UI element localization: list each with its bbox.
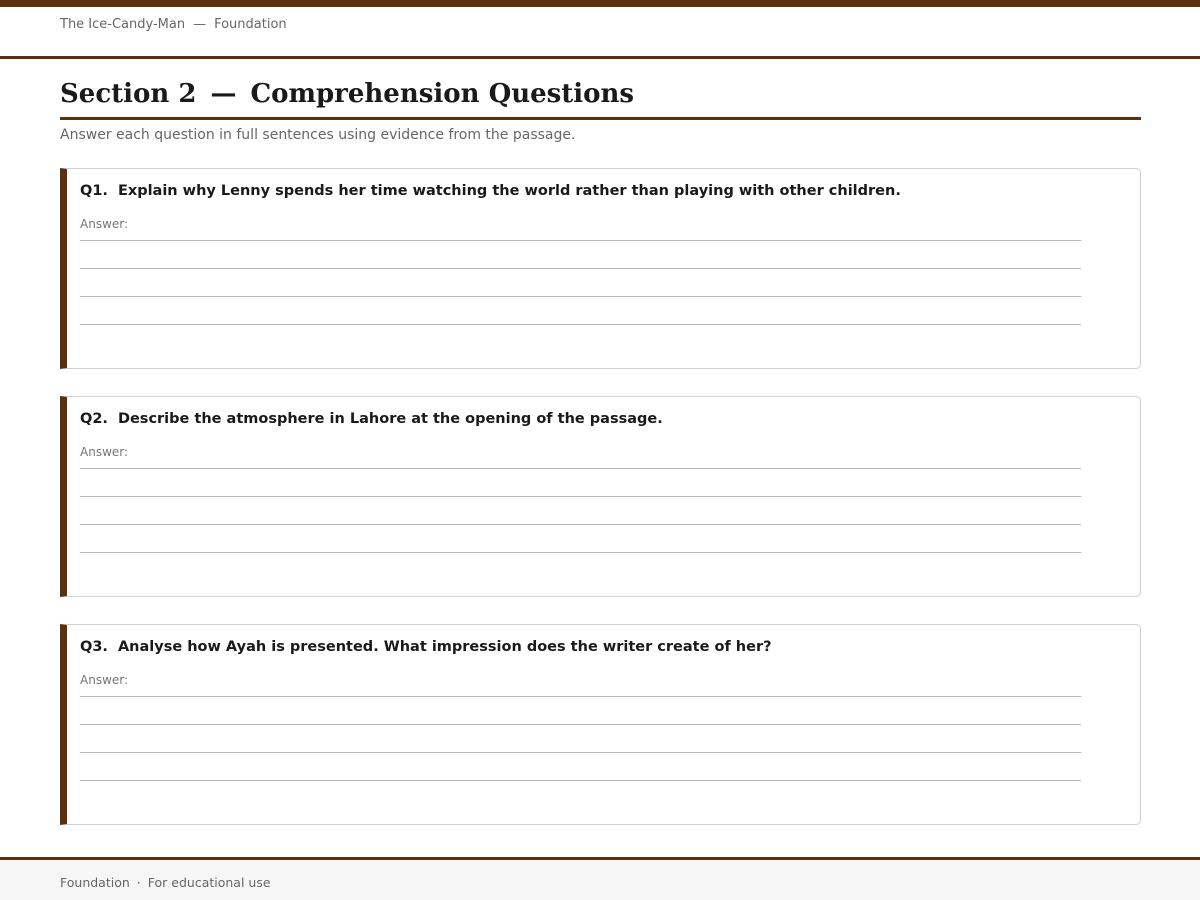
- section-title-text: Comprehension Questions: [250, 79, 635, 109]
- page-header: [0, 7, 1200, 59]
- footer-separator: ·: [136, 875, 141, 890]
- answer-line[interactable]: [80, 268, 1081, 269]
- level-label: Foundation: [214, 17, 287, 32]
- answer-line[interactable]: [80, 552, 1081, 553]
- instructions-text: Answer each question in full sentences using evidence from the passage.: [60, 127, 576, 143]
- answer-line[interactable]: [80, 496, 1081, 497]
- answer-line[interactable]: [80, 780, 1081, 781]
- question-prompt: [80, 411, 663, 427]
- question-card-3: [60, 624, 1141, 825]
- question-prompt: [80, 183, 901, 199]
- question-card-1: [60, 168, 1141, 369]
- title-separator: —: [210, 79, 237, 109]
- breadcrumb: [60, 17, 287, 32]
- answer-label: Answer:: [80, 217, 129, 231]
- question-text: Explain why Lenny spends her time watching the world rather than playing with other children.: [117, 183, 901, 199]
- answer-line[interactable]: [80, 296, 1081, 297]
- question-text: Describe the atmosphere in Lahore at the opening of the passage.: [117, 411, 663, 427]
- question-prompt: [80, 639, 772, 655]
- question-number: Q2.: [80, 411, 108, 427]
- answer-line[interactable]: [80, 696, 1081, 697]
- answer-line[interactable]: [80, 524, 1081, 525]
- answer-line[interactable]: [80, 324, 1081, 325]
- question-text: Analyse how Ayah is presented. What impression does the writer create of her?: [117, 639, 772, 655]
- answer-label: Answer:: [80, 673, 129, 687]
- top-accent-rule: [0, 0, 1200, 7]
- answer-line[interactable]: [80, 752, 1081, 753]
- section-label: Section 2: [60, 79, 197, 109]
- book-title: The Ice-Candy-Man: [60, 17, 186, 32]
- breadcrumb-separator: —: [193, 17, 207, 32]
- question-number: Q1.: [80, 183, 108, 199]
- page-footer: [0, 857, 1200, 900]
- page-title: [60, 78, 1141, 120]
- footer-note: For educational use: [147, 875, 271, 890]
- answer-label: Answer:: [80, 445, 129, 459]
- answer-line[interactable]: [80, 724, 1081, 725]
- answer-line[interactable]: [80, 240, 1081, 241]
- question-number: Q3.: [80, 639, 108, 655]
- question-card-2: [60, 396, 1141, 597]
- footer-text: [60, 875, 271, 890]
- answer-line[interactable]: [80, 468, 1081, 469]
- footer-level: Foundation: [60, 875, 130, 890]
